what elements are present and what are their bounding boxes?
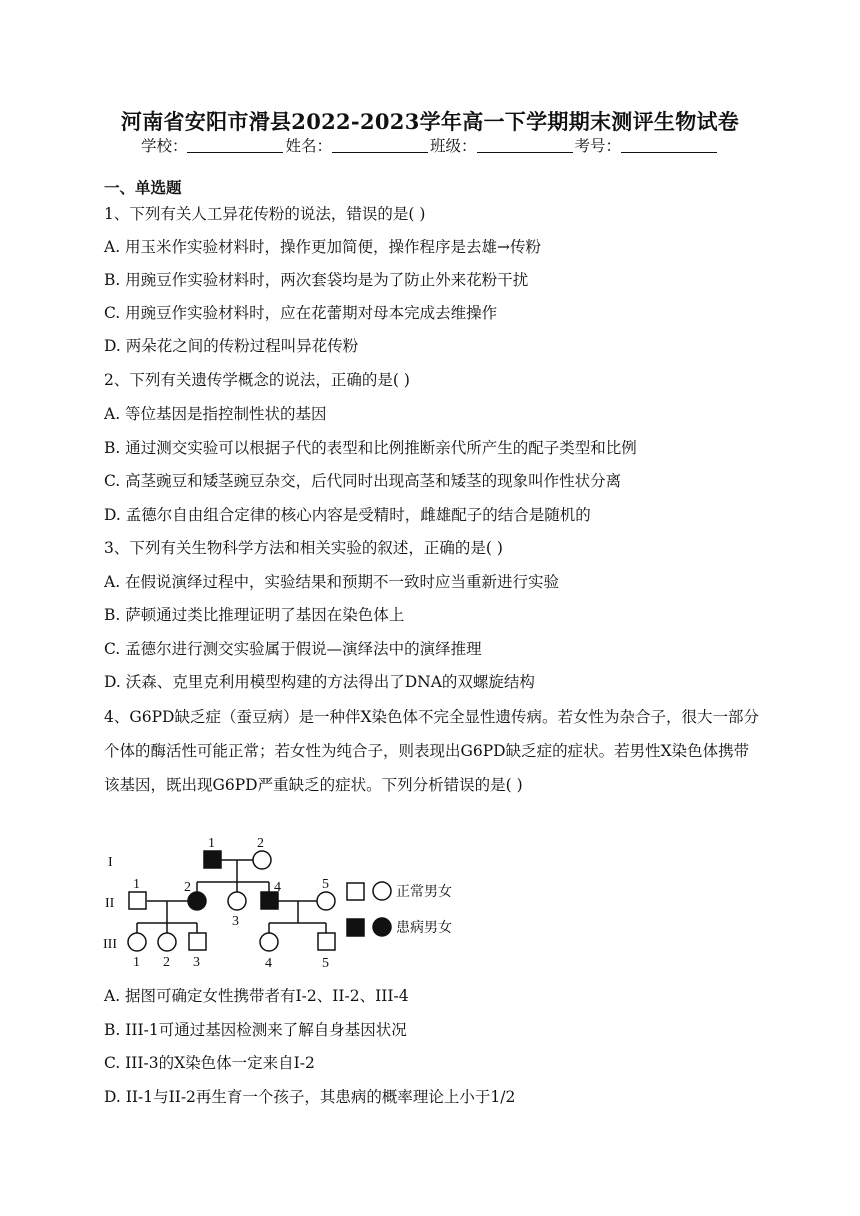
pedigree-III-5-normal-male xyxy=(318,933,335,950)
pedigree-II-5-normal-female xyxy=(317,892,335,910)
pedigree-number: 1 xyxy=(133,877,140,892)
pedigree-number: 5 xyxy=(322,877,329,892)
question-4-option-c[interactable]: C. III-3的X染色体一定来自I-2 xyxy=(104,1054,315,1072)
pedigree-II-3-normal-female xyxy=(228,892,246,910)
generation-label-II: II xyxy=(105,896,115,911)
legend-affected-female-icon xyxy=(373,918,391,936)
pedigree-number: 2 xyxy=(163,955,170,970)
pedigree-I-1-affected-male xyxy=(204,851,221,868)
question-1-option-b[interactable]: B. 用豌豆作实验材料时，两次套袋均是为了防止外来花粉干扰 xyxy=(104,271,529,289)
school-blank[interactable] xyxy=(187,138,283,153)
pedigree-III-3-normal-male xyxy=(189,933,206,950)
class-blank[interactable] xyxy=(477,138,573,153)
question-1-option-c[interactable]: C. 用豌豆作实验材料时，应在花蕾期对母本完成去维操作 xyxy=(104,304,498,322)
section-heading: 一、单选题 xyxy=(104,178,182,197)
legend-affected-label: 患病男女 xyxy=(396,921,452,936)
class-label: 班级： xyxy=(430,137,477,155)
pedigree-III-4-normal-female xyxy=(260,933,278,951)
exam-no-label: 考号： xyxy=(574,137,622,155)
question-2-option-a[interactable]: A. 等位基因是指控制性状的基因 xyxy=(104,405,327,423)
pedigree-III-2-normal-female xyxy=(158,933,176,951)
question-3-option-c[interactable]: C. 孟德尔进行测交实验属于假说—演绎法中的演绎推理 xyxy=(104,640,482,658)
legend-normal-male-icon xyxy=(347,883,364,900)
question-4-stem: 4、G6PD缺乏症（蚕豆病）是一种伴X染色体不完全显性遗传病。若女性为杂合子，很大一部分个体的酶活性可能正常；若女性为纯合子，则表现出G6PD缺乏症的症状。若男性X染色体携带该基因，既出现G6PD严重缺乏的症状。下列分析错误的是( ) xyxy=(104,708,759,794)
pedigree-number: 3 xyxy=(193,955,200,970)
question-1-option-d[interactable]: D. 两朵花之间的传粉过程叫异花传粉 xyxy=(104,337,359,355)
name-blank[interactable] xyxy=(332,138,428,153)
pedigree-number: 2 xyxy=(184,880,191,895)
question-2-option-d[interactable]: D. 孟德尔自由组合定律的核心内容是受精时，雌雄配子的结合是随机的 xyxy=(104,506,591,524)
question-4-option-b[interactable]: B. III-1可通过基因检测来了解自身基因状况 xyxy=(104,1021,407,1039)
generation-label-III: III xyxy=(103,937,117,952)
question-2-option-b[interactable]: B. 通过测交实验可以根据子代的表型和比例推断亲代所产生的配子类型和比例 xyxy=(104,439,637,457)
pedigree-number: 1 xyxy=(208,836,215,851)
legend-affected-male-icon xyxy=(347,919,364,936)
pedigree-III-1-normal-female xyxy=(128,933,146,951)
question-2-option-c[interactable]: C. 高茎豌豆和矮茎豌豆杂交，后代同时出现高茎和矮茎的现象叫作性状分离 xyxy=(104,472,622,490)
pedigree-number: 5 xyxy=(322,956,329,971)
question-3-option-a[interactable]: A. 在假说演绎过程中，实验结果和预期不一致时应当重新进行实验 xyxy=(104,573,560,591)
question-4-option-a[interactable]: A. 据图可确定女性携带者有I-2、II-2、III-4 xyxy=(104,987,409,1005)
question-1-stem: 1、下列有关人工异花传粉的说法，错误的是( ) xyxy=(104,205,426,223)
student-info-line xyxy=(0,134,860,156)
pedigree-number: 3 xyxy=(232,914,239,929)
name-label: 姓名： xyxy=(285,137,332,155)
page-title: 河南省安阳市滑县2022-2023学年高一下学期期末测评生物试卷 xyxy=(120,109,740,134)
generation-label-I: I xyxy=(108,855,113,870)
question-4-option-d[interactable]: D. II-1与II-2再生育一个孩子，其患病的概率理论上小于1/2 xyxy=(104,1088,516,1106)
school-label: 学校： xyxy=(140,137,188,155)
exam-no-blank[interactable] xyxy=(621,138,717,153)
pedigree-number: 4 xyxy=(265,956,272,971)
question-2-stem: 2、下列有关遗传学概念的说法，正确的是( ) xyxy=(104,371,410,389)
question-1-option-a[interactable]: A. 用玉米作实验材料时，操作更加简便，操作程序是去雄→传粉 xyxy=(104,238,542,256)
legend-normal-label: 正常男女 xyxy=(396,885,452,900)
pedigree-I-2-normal-female xyxy=(253,851,271,869)
pedigree-number: 1 xyxy=(133,955,140,970)
question-3-option-d[interactable]: D. 沃森、克里克利用模型构建的方法得出了DNA的双螺旋结构 xyxy=(104,673,535,691)
pedigree-diagram xyxy=(100,830,480,975)
pedigree-number: 2 xyxy=(257,836,264,851)
pedigree-II-1-normal-male xyxy=(129,892,146,909)
question-3-stem: 3、下列有关生物科学方法和相关实验的叙述，正确的是( ) xyxy=(104,539,503,557)
question-3-option-b[interactable]: B. 萨顿通过类比推理证明了基因在染色体上 xyxy=(104,606,405,624)
pedigree-number: 4 xyxy=(274,880,281,895)
legend-normal-female-icon xyxy=(373,882,391,900)
